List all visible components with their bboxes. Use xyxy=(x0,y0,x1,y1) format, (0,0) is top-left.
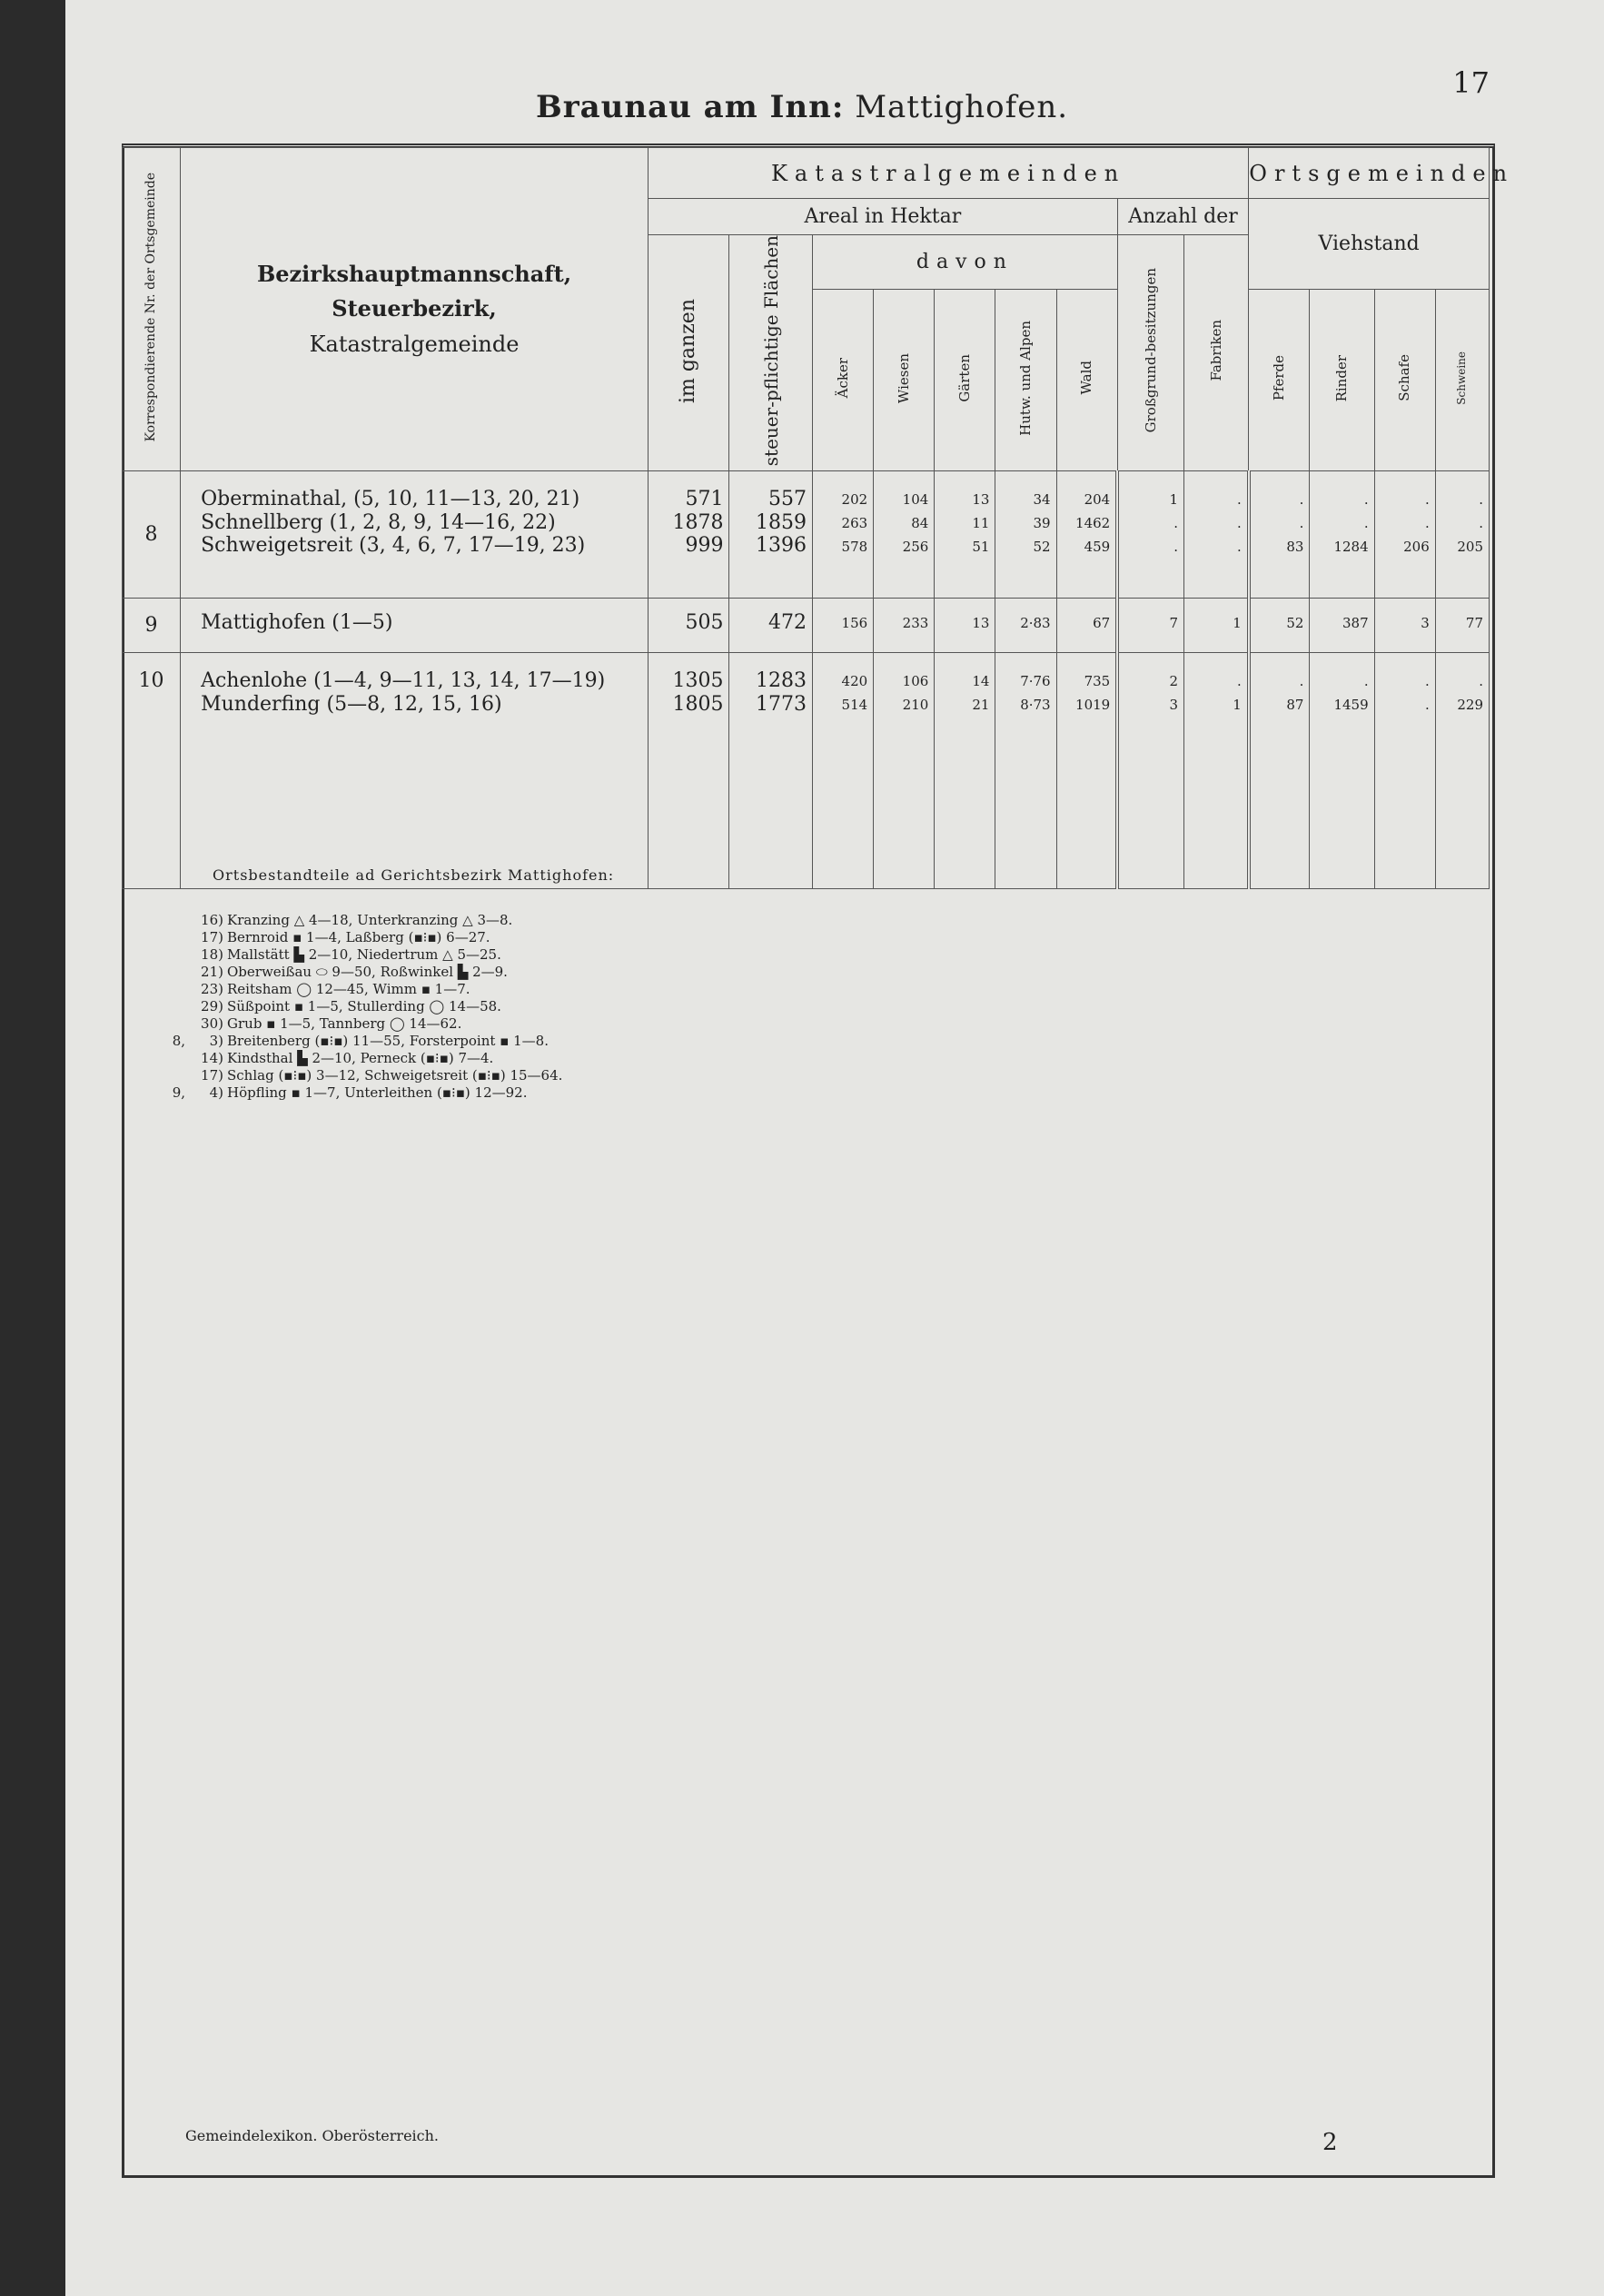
value-pferde: 87 xyxy=(1286,697,1304,714)
item-number: 17) xyxy=(201,929,223,945)
item-number: 29) xyxy=(201,998,223,1014)
cell-schafe xyxy=(1374,653,1435,889)
katastralgemeinde-name: Schnellberg (1, 2, 8, 9, 14—16, 22) xyxy=(201,510,556,534)
schafe-header: Schafe xyxy=(1374,290,1435,471)
cell-gross xyxy=(1117,471,1183,599)
value-rinder: . xyxy=(1363,515,1369,532)
value-gaerten: 13 xyxy=(972,615,990,632)
gaerten-header: Gärten xyxy=(935,290,995,471)
cell-hutw xyxy=(995,653,1056,889)
value-schweine: 229 xyxy=(1457,697,1483,714)
item-text: Bernroid ▪ 1—4, Laßberg (▪⁝▪) 6—27. xyxy=(227,929,490,945)
item-number: 18) xyxy=(201,946,223,963)
value-wald: 67 xyxy=(1093,615,1111,632)
item-text: Kindsthal ▙ 2—10, Perneck (▪⁝▪) 7—4. xyxy=(227,1050,494,1066)
cell-steuer xyxy=(729,471,813,599)
value-schweine: . xyxy=(1479,515,1483,532)
ortsbestandteil-item xyxy=(154,1067,562,1084)
value-gross: . xyxy=(1173,539,1178,556)
cell-hutw xyxy=(995,599,1056,653)
footer-source: Gemeindelexikon. Oberösterreich. xyxy=(185,2127,440,2144)
item-text: Reitsham ◯ 12—45, Wimm ▪ 1—7. xyxy=(227,981,470,997)
page-number: 17 xyxy=(1452,65,1490,100)
row-names xyxy=(181,471,649,599)
ortsbestandteil-item xyxy=(154,929,562,946)
value-aecker: 578 xyxy=(841,539,868,556)
value-gross: 1 xyxy=(1169,491,1178,509)
item-text: Oberweißau ⬭ 9—50, Roßwinkel ▙ 2—9. xyxy=(227,964,508,980)
book-spine xyxy=(0,0,65,2296)
cell-schweine xyxy=(1435,471,1489,599)
value-im_ganzen: 571 xyxy=(685,488,724,511)
value-rinder: 1284 xyxy=(1333,539,1369,556)
hutw-header: Hutw. und Alpen xyxy=(995,290,1056,471)
cell-rinder xyxy=(1310,471,1374,599)
value-wald: 735 xyxy=(1084,673,1111,690)
row-nr: 10 xyxy=(123,653,181,889)
value-aecker: 156 xyxy=(841,615,868,632)
item-text: Schlag (▪⁝▪) 3—12, Schweigetsreit (▪⁝▪) 15—64. xyxy=(227,1067,563,1084)
cell-wald xyxy=(1056,653,1117,889)
value-im_ganzen: 1878 xyxy=(672,510,724,534)
cell-aecker xyxy=(813,599,874,653)
value-wald: 1462 xyxy=(1075,515,1111,532)
title-place: Braunau am Inn: xyxy=(535,89,845,125)
value-aecker: 263 xyxy=(841,515,868,532)
steuer-header: steuer-pflichtige Flächen xyxy=(729,235,813,471)
table-row xyxy=(123,653,1490,889)
value-gross: 7 xyxy=(1169,615,1178,632)
value-steuer: 1773 xyxy=(756,692,807,716)
cell-wiesen xyxy=(874,599,935,653)
item-text: Süßpoint ▪ 1—5, Stullerding ◯ 14—58. xyxy=(227,998,501,1014)
value-schafe: . xyxy=(1425,697,1430,714)
row-names xyxy=(181,599,649,653)
footer-signature: 2 xyxy=(1322,2129,1338,2156)
cell-gross xyxy=(1117,653,1183,889)
value-wiesen: 210 xyxy=(902,697,929,714)
cell-gross xyxy=(1117,599,1183,653)
value-fabriken: . xyxy=(1237,491,1242,509)
aecker-header: Äcker xyxy=(813,290,874,471)
value-schweine: . xyxy=(1479,491,1483,509)
value-gross: 3 xyxy=(1169,697,1178,714)
item-prefix: 9, xyxy=(172,1084,185,1101)
bezirk-header: Bezirkshauptmannschaft, Steuerbezirk, Katastralgemeinde xyxy=(181,148,649,471)
value-hutw: 39 xyxy=(1033,515,1051,532)
row-nr: 9 xyxy=(123,599,181,653)
pferde-header: Pferde xyxy=(1249,290,1310,471)
item-text: Kranzing △ 4—18, Unterkranzing △ 3—8. xyxy=(227,912,513,928)
value-gaerten: 13 xyxy=(972,491,990,509)
value-steuer: 1396 xyxy=(756,533,807,557)
value-rinder: . xyxy=(1363,673,1369,690)
cell-wald xyxy=(1056,599,1117,653)
value-im_ganzen: 1305 xyxy=(672,669,724,693)
row-nr: 8 xyxy=(123,471,181,599)
cell-aecker xyxy=(813,653,874,889)
table-row xyxy=(123,471,1490,599)
value-wiesen: 233 xyxy=(902,615,929,632)
ortsbestandteil-item xyxy=(154,964,562,981)
fabriken-header: Fabriken xyxy=(1183,235,1248,471)
value-pferde: 83 xyxy=(1286,539,1304,556)
rinder-header: Rinder xyxy=(1310,290,1374,471)
item-text: Breitenberg (▪⁝▪) 11—55, Forsterpoint ▪ 1—8. xyxy=(227,1033,549,1049)
ortsbestandteil-item xyxy=(154,946,562,964)
cell-rinder xyxy=(1310,599,1374,653)
item-number: 17) xyxy=(201,1067,223,1084)
value-fabriken: . xyxy=(1237,515,1242,532)
value-rinder: 1459 xyxy=(1333,697,1369,714)
value-fabriken: . xyxy=(1237,673,1242,690)
ortsbestandteil-item xyxy=(154,912,562,929)
item-prefix: 8, xyxy=(172,1033,185,1049)
table-row xyxy=(123,599,1490,653)
ortsbestandteil-item xyxy=(154,1050,562,1067)
value-im_ganzen: 999 xyxy=(685,533,724,557)
cell-hutw xyxy=(995,471,1056,599)
value-fabriken: 1 xyxy=(1233,615,1242,632)
item-text: Grub ▪ 1—5, Tannberg ◯ 14—62. xyxy=(227,1015,462,1032)
value-steuer: 557 xyxy=(768,488,807,511)
value-rinder: 387 xyxy=(1342,615,1369,632)
item-number: 4) xyxy=(209,1084,223,1101)
value-schafe: 206 xyxy=(1403,539,1430,556)
ortsbestandteil-item xyxy=(154,1033,562,1050)
value-gaerten: 21 xyxy=(972,697,990,714)
value-aecker: 202 xyxy=(841,491,868,509)
cell-schweine xyxy=(1435,599,1489,653)
item-number: 16) xyxy=(201,912,223,928)
cell-steuer xyxy=(729,599,813,653)
value-pferde: . xyxy=(1299,515,1304,532)
item-number: 14) xyxy=(201,1050,223,1066)
cell-schafe xyxy=(1374,599,1435,653)
value-fabriken: . xyxy=(1237,539,1242,556)
value-wiesen: 104 xyxy=(902,491,929,509)
cell-fabriken xyxy=(1183,653,1248,889)
wald-header: Wald xyxy=(1056,290,1117,471)
value-pferde: . xyxy=(1299,491,1304,509)
value-wiesen: 256 xyxy=(902,539,929,556)
value-steuer: 1283 xyxy=(756,669,807,693)
katastralgemeinde-name: Oberminathal, (5, 10, 11—13, 20, 21) xyxy=(201,488,580,511)
schweine-header: Schweine xyxy=(1435,290,1489,471)
value-hutw: 8·73 xyxy=(1020,697,1051,714)
value-hutw: 52 xyxy=(1033,539,1051,556)
value-im_ganzen: 1805 xyxy=(672,692,724,716)
katastralgemeinde-name: Achenlohe (1—4, 9—11, 13, 14, 17—19) xyxy=(201,669,606,693)
value-rinder: . xyxy=(1363,491,1369,509)
ortsbestandteil-item xyxy=(154,1084,562,1102)
value-steuer: 472 xyxy=(768,611,807,635)
katastralgemeinde-name: Munderfing (5—8, 12, 15, 16) xyxy=(201,692,502,716)
nr-header: Korrespondierende Nr. der Ortsgemeinde xyxy=(123,148,181,471)
areal-header: Areal in Hektar xyxy=(648,199,1117,235)
value-gaerten: 51 xyxy=(972,539,990,556)
item-number: 30) xyxy=(201,1015,223,1032)
value-schweine: 205 xyxy=(1457,539,1483,556)
cell-fabriken xyxy=(1183,471,1248,599)
cell-pferde xyxy=(1249,599,1310,653)
value-wald: 204 xyxy=(1084,491,1111,509)
value-wald: 459 xyxy=(1084,539,1111,556)
item-number: 21) xyxy=(201,964,223,980)
value-pferde: . xyxy=(1299,673,1304,690)
value-pferde: 52 xyxy=(1286,615,1304,632)
item-number: 3) xyxy=(209,1033,223,1049)
cell-fabriken xyxy=(1183,599,1248,653)
row-names xyxy=(181,653,649,889)
value-hutw: 7·76 xyxy=(1020,673,1051,690)
value-gaerten: 14 xyxy=(972,673,990,690)
value-schafe: . xyxy=(1425,515,1430,532)
gross-header: Großgrund-besitzungen xyxy=(1117,235,1183,471)
cell-rinder xyxy=(1310,653,1374,889)
title-district: Mattighofen. xyxy=(855,89,1069,125)
value-schafe: 3 xyxy=(1421,615,1430,632)
cell-gaerten xyxy=(935,471,995,599)
value-schafe: . xyxy=(1425,673,1430,690)
value-hutw: 34 xyxy=(1033,491,1051,509)
cell-schweine xyxy=(1435,653,1489,889)
katastralgemeinde-name: Schweigetsreit (3, 4, 6, 7, 17—19, 23) xyxy=(201,533,586,557)
value-schweine: . xyxy=(1479,673,1483,690)
value-schweine: 77 xyxy=(1465,615,1483,632)
value-hutw: 2·83 xyxy=(1020,615,1051,632)
item-number: 23) xyxy=(201,981,223,997)
cell-schafe xyxy=(1374,471,1435,599)
item-text: Höpfling ▪ 1—7, Unterleithen (▪⁝▪) 12—92. xyxy=(227,1084,528,1101)
viehstand-header: Viehstand xyxy=(1249,199,1490,290)
davon-header: davon xyxy=(813,235,1118,290)
ortsbestandteile-title: Ortsbestandteile ad Gerichtsbezirk Mattighofen: xyxy=(213,866,615,884)
cell-wiesen xyxy=(874,653,935,889)
cell-im_ganzen xyxy=(648,599,729,653)
cell-gaerten xyxy=(935,599,995,653)
value-gross: . xyxy=(1173,515,1178,532)
value-steuer: 1859 xyxy=(756,510,807,534)
cell-im_ganzen xyxy=(648,653,729,889)
value-gross: 2 xyxy=(1169,673,1178,690)
cell-steuer xyxy=(729,653,813,889)
cell-pferde xyxy=(1249,471,1310,599)
value-aecker: 514 xyxy=(841,697,868,714)
cell-im_ganzen xyxy=(648,471,729,599)
anzahl-header: Anzahl der xyxy=(1117,199,1249,235)
ortsbestandteil-item xyxy=(154,998,562,1015)
cell-wald xyxy=(1056,471,1117,599)
table-body xyxy=(123,471,1490,889)
ortsbestandteil-item xyxy=(154,981,562,998)
statistics-table xyxy=(122,147,1515,889)
orts-header: Ortsgemeinden xyxy=(1249,148,1490,199)
im-ganzen-header: im ganzen xyxy=(648,235,729,471)
value-gaerten: 11 xyxy=(972,515,990,532)
katastralgemeinde-name: Mattighofen (1—5) xyxy=(201,611,393,635)
page-title xyxy=(0,89,1604,125)
cell-gaerten xyxy=(935,653,995,889)
ortsbestandteile-list xyxy=(154,912,562,1102)
ortsbestandteil-item xyxy=(154,1015,562,1033)
wiesen-header: Wiesen xyxy=(874,290,935,471)
cell-aecker xyxy=(813,471,874,599)
cell-pferde xyxy=(1249,653,1310,889)
value-wiesen: 84 xyxy=(911,515,929,532)
value-wald: 1019 xyxy=(1075,697,1111,714)
value-aecker: 420 xyxy=(841,673,868,690)
value-fabriken: 1 xyxy=(1233,697,1242,714)
value-wiesen: 106 xyxy=(902,673,929,690)
cell-wiesen xyxy=(874,471,935,599)
item-text: Mallstätt ▙ 2—10, Niedertrum △ 5—25. xyxy=(227,946,501,963)
value-schafe: . xyxy=(1425,491,1430,509)
value-im_ganzen: 505 xyxy=(685,611,724,635)
katastral-header: Katastralgemeinden xyxy=(648,148,1248,199)
